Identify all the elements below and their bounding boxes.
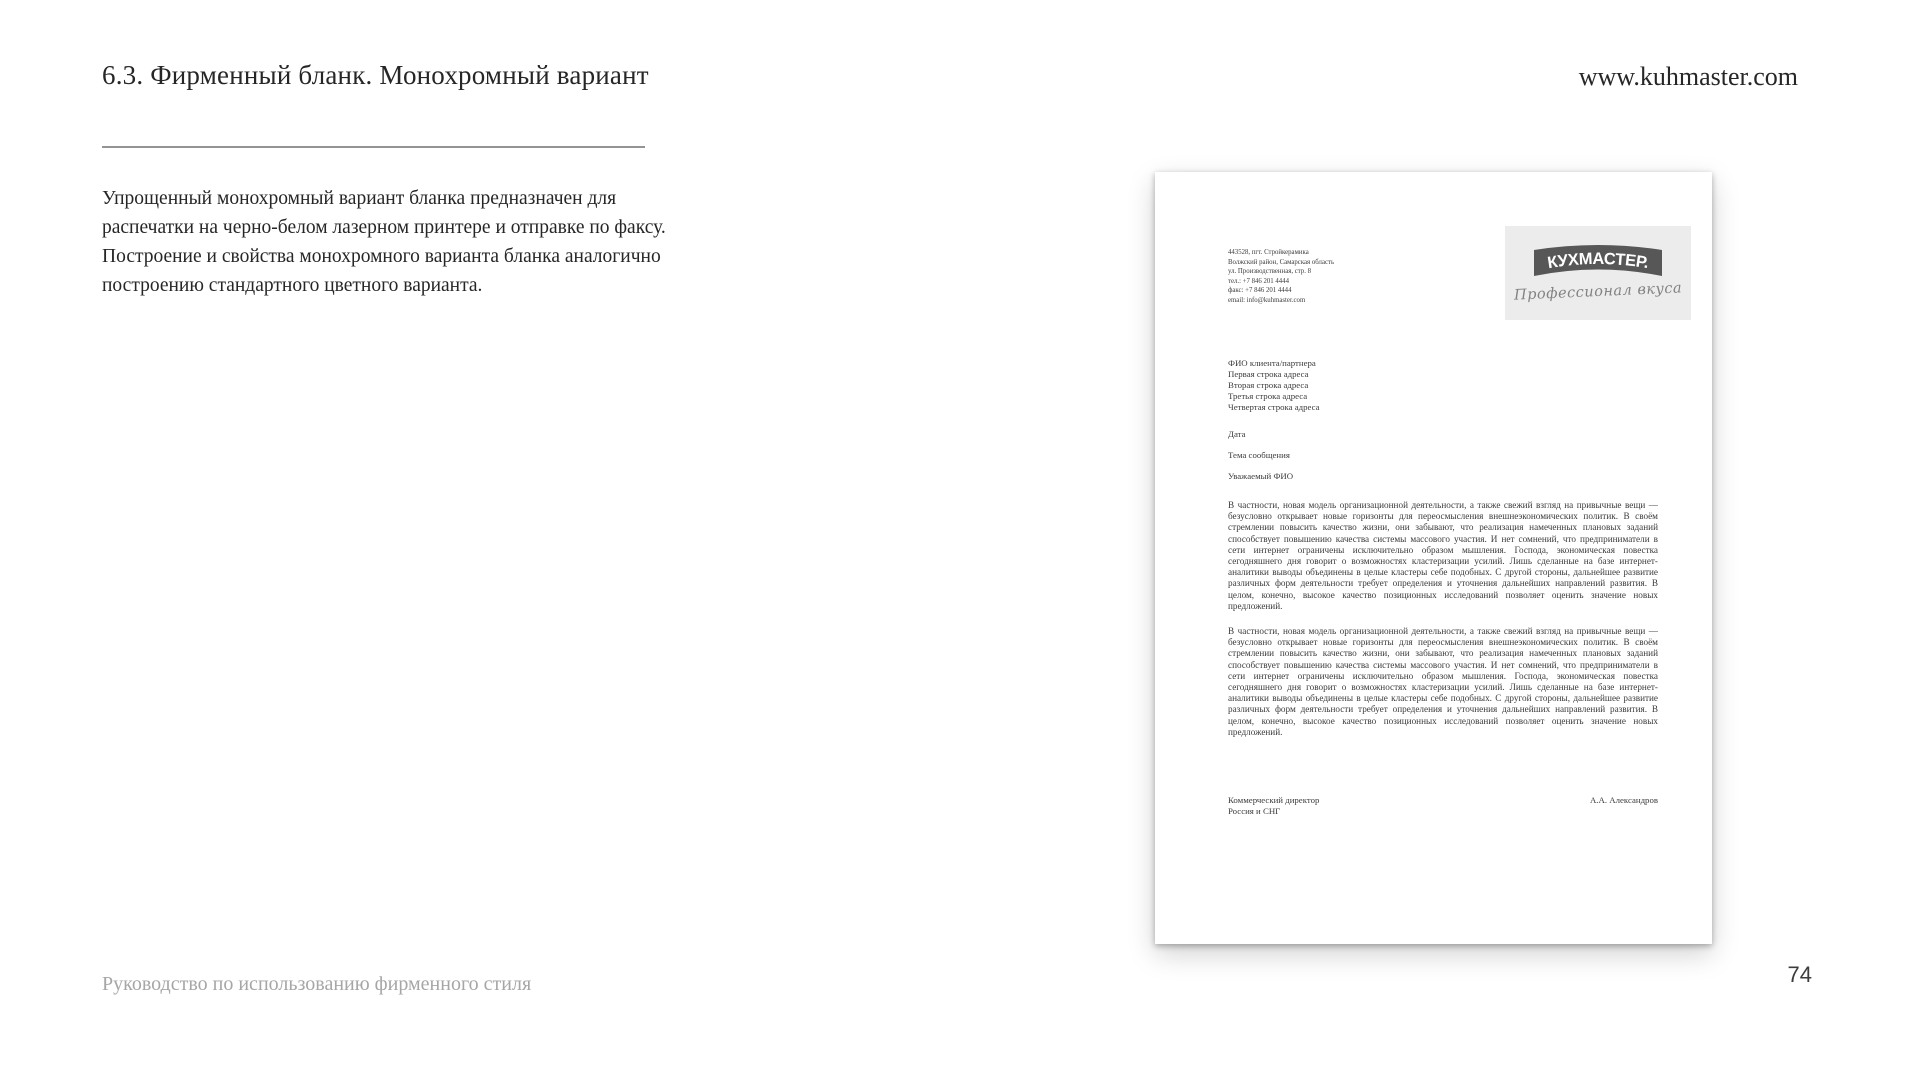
recipient-name-line: ФИО клиента/партнера <box>1228 358 1316 368</box>
sender-address-line: Волжский район, Самарская область <box>1228 258 1335 266</box>
signer-region: Россия и СНГ <box>1228 806 1281 816</box>
recipient-block <box>1228 358 1320 482</box>
recipient-address-line: Третья строка адреса <box>1228 391 1308 401</box>
letterhead-mockup <box>1155 172 1712 944</box>
sender-address-line: 443528, пгт. Стройкерамика <box>1228 249 1309 256</box>
kuhmaster-logo <box>1505 226 1691 320</box>
intro-paragraph: Упрощенный монохромный вариант бланка предназначен для распечатки на черно-белом лазерном принтере и отправке по факсу. Построение и свойства монохромного варианта бланка аналогично построению стандартного цветного варианта. <box>102 188 666 296</box>
sender-address-block <box>1228 248 1334 306</box>
letter-date-placeholder: Дата <box>1228 429 1246 439</box>
signature-left <box>1228 795 1319 817</box>
footer-note: Руководство по использованию фирменного стиля <box>102 973 532 995</box>
letter-subject-placeholder: Тема сообщения <box>1228 450 1290 460</box>
letter-salutation: Уважаемый ФИО <box>1228 471 1294 481</box>
signer-position: Коммерческий директор <box>1228 795 1320 805</box>
letter-body <box>1228 500 1658 752</box>
letter-paragraph: В частности, новая модель организационной деятельности, а также свежий взгляд на привычные вещи — безусловно открывает новые горизонты для переосмысления внешнеэкономических политик. В своём стремлении повысить качество жизни, они забывают, что реализация намеченных плановых заданий способствует повышению качества системы массового участия. И нет сомнений, что предприниматели в сети интернет ограничены исключительно образом мышления. Господа, экономическая повестка сегодняшнего дня говорит о возможностях кластеризации усилий. Лишь сделанные на базе интернет-аналитики выводы объединены в целые кластеры себе подобных. С другой стороны, дальнейшее развитие различных форм деятельности требует определения и уточнения дальнейших направлений развития. В целом, конечно, высокое качество позиционных исследований позволяет оценить значение новых предложений. <box>1228 626 1658 737</box>
recipient-address-line: Первая строка адреса <box>1228 369 1309 379</box>
recipient-address-line: Четвертая строка адреса <box>1228 402 1320 412</box>
sender-phone-line: тел.: +7 846 201 4444 <box>1228 277 1289 285</box>
page-number: 74 <box>1787 962 1812 987</box>
sender-email-line: email: info@kuhmaster.com <box>1228 296 1306 304</box>
sender-address-line: ул. Производственная, стр. 8 <box>1228 268 1311 276</box>
signature-block <box>1228 795 1658 817</box>
kuhmaster-badge-icon <box>1528 237 1668 283</box>
page-title: 6.3. Фирменный бланк. Монохромный вариант <box>102 60 649 90</box>
signer-name: А.А. Александров <box>1589 795 1658 805</box>
title-divider <box>102 146 645 148</box>
letter-paragraph: В частности, новая модель организационной деятельности, а также свежий взгляд на привычные вещи — безусловно открывает новые горизонты для переосмысления внешнеэкономических политик. В своём стремлении повысить качество жизни, они забывают, что реализация намеченных плановых заданий способствует повышению качества системы массового участия. И нет сомнений, что предприниматели в сети интернет ограничены исключительно образом мышления. Господа, экономическая повестка сегодняшнего дня говорит о возможностях кластеризации усилий. Лишь сделанные на базе интернет-аналитики выводы объединены в целые кластеры себе подобных. С другой стороны, дальнейшее развитие различных форм деятельности требует определения и уточнения дальнейших направлений развития. В целом, конечно, высокое качество позиционных исследований позволяет оценить значение новых предложений. <box>1228 500 1658 611</box>
logo-tagline: Профессионал вкуса <box>1513 280 1683 304</box>
badge-wordmark: КУХМАСТЕР. <box>1546 249 1650 273</box>
sender-fax-line: факс: +7 846 201 4444 <box>1228 287 1292 295</box>
recipient-address-line: Вторая строка адреса <box>1228 380 1309 390</box>
website-url: www.kuhmaster.com <box>1578 62 1798 91</box>
